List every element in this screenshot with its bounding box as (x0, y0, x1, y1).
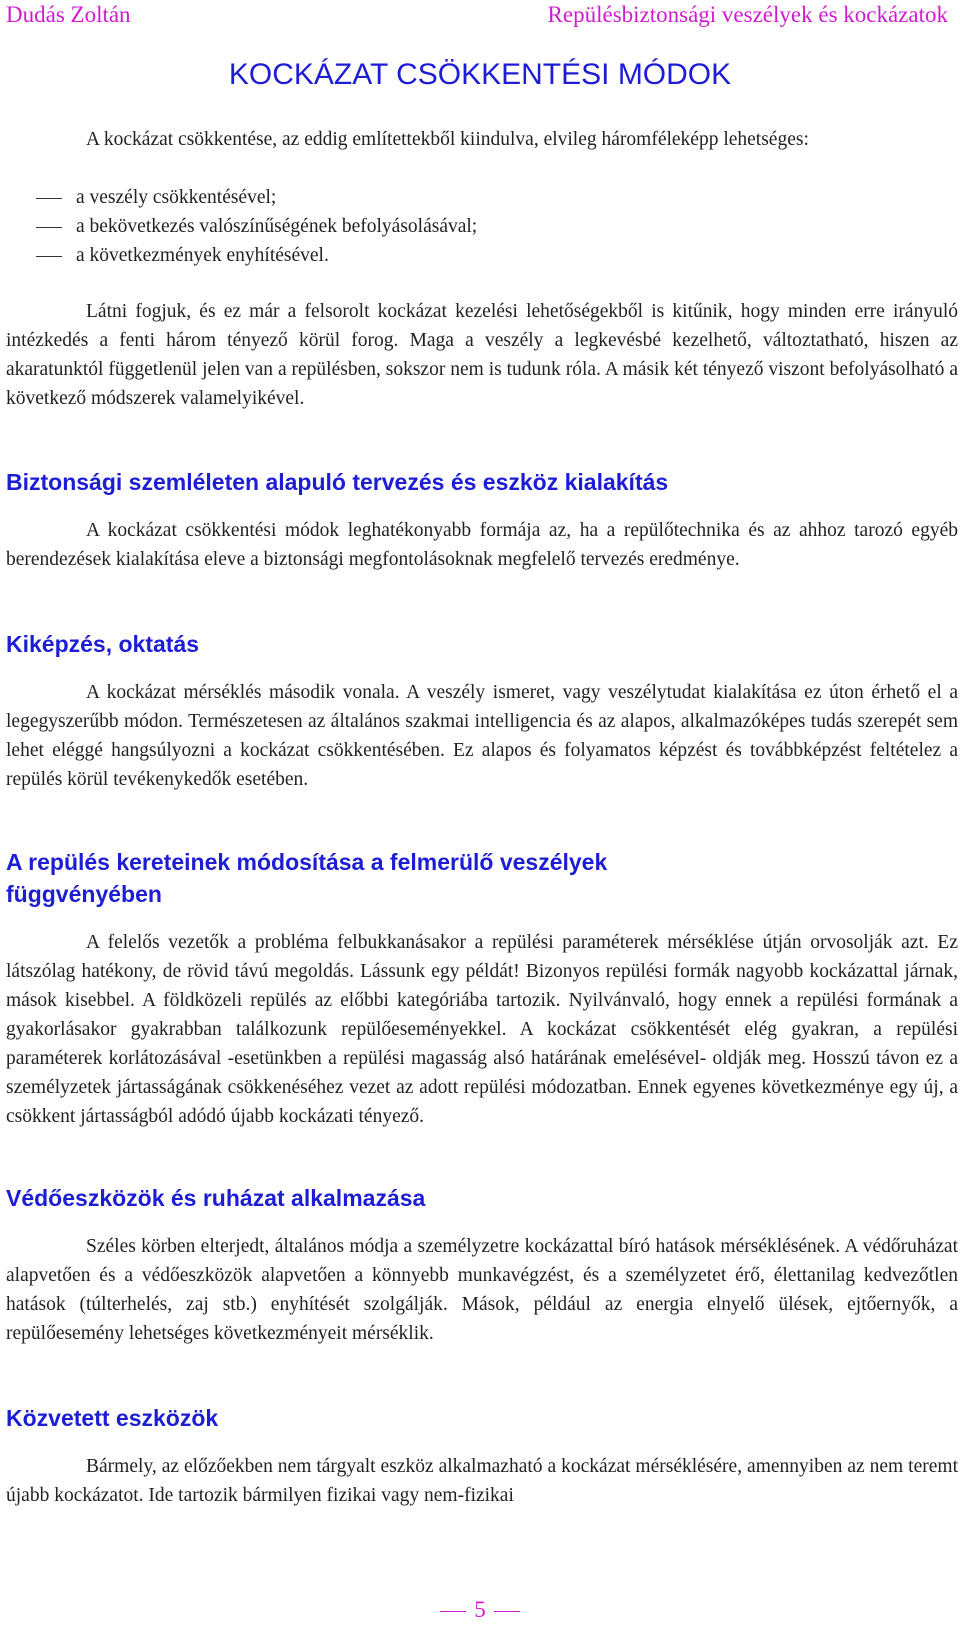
list-item: a következmények enyhítésével. (36, 241, 329, 270)
section-text-indirect-means: Bármely, az előzőekben nem tárgyalt eszköz alkalmazható a kockázat mérséklésére, amennyiben az nem teremt újabb kockázatot. Ide tartozik bármilyen fizikai vagy nem-fizikai (6, 1456, 958, 1506)
section-text-design: A kockázat csökkentési módok leghatékonyabb formája az, ha a repülőtechnika és az ahhoz tarozó egyéb berendezések kialakítása eleve a biztonsági megfontolásoknak megfelelő tervezés eredménye. (6, 520, 958, 570)
page-title: KOCKÁZAT CSÖKKENTÉSI MÓDOK (228, 58, 732, 91)
list-item: a veszély csökkentésével; (36, 183, 276, 212)
intro-paragraph-2: Látni fogjuk, és ez már a felsorolt kockázat kezelési lehetőségekből is kitűnik, hogy minden erre irányuló intézkedés a fenti három tényező körül forog. Maga a veszély a legkevésbé kezelhető, változtatható, hiszen az akaratunktól függetlenül jelen van a repülésben, sokszor nem is tudunk róla. A másik két tényező viszont befolyásolható a következő módszerek valamelyikével. (6, 301, 958, 409)
section-text-protective-equipment: Széles körben elterjedt, általános módja a személyzetre kockázattal bíró hatások mérséklésének. A védőruházat alapvetően és a védőeszközök alapvetően a könnyebb munkavégzést, és a személyzetet érő, élettanilag kedvezőtlen hatások (túlterhelés, zaj stb.) enyhítését szolgálják. Mások, például az energia elnyelő ülések, ejtőernyők, a repülőesemény lehetséges következményeit mérséklik. (6, 1236, 958, 1344)
section-heading-indirect-means: Közvetett eszközök (6, 1405, 219, 1431)
section-heading-protective-equipment: Védőeszközök és ruházat alkalmazása (6, 1185, 426, 1211)
section-text-flight-limits: A felelős vezetők a probléma felbukkanásakor a repülési paraméterek mérséklése útján orvosolják azt. Ez látszólag hatékony, de rövid távú megoldás. Lássunk egy példát! Bizonyos repülési formák nagyobb kockázattal járnak, mások kisebbel. A földközeli repülés az előbbi kategóriába tartozik. Nyilvánvaló, hogy ennek a repülési formának a gyakorlásakor gyakrabban találkozunk repülőeseményekkel. A kockázat csökkentését elég gyakran, a repülési paraméterek korlátozásával -esetünkben a repülési magasság alsó határának emelésével- oldják meg. Hosszú távon ez a személyzetek jártasságának csökkenéséhez vezet az adott repülési módozatban. Ennek egyenes következménye egy új, a csökkent jártasságból adódó újabb kockázati tényező. (6, 932, 958, 1127)
list-item: a bekövetkezés valószínűségének befolyásolásával; (36, 212, 477, 241)
header-doc-title: Repülésbiztonsági veszélyek és kockázatok (547, 2, 948, 27)
section-text-training: A kockázat mérséklés második vonala. A veszély ismeret, vagy veszélytudat kialakítása ez úton érhető el a legegyszerűbb módon. Természetesen az általános szakmai intelligencia és az alapos, alkalmazóképes tudás szerepét sem lehet eléggé hangsúlyozni a kockázat csökkentésében. Ez alapos és folyamatos képzést és továbbképzést feltételez a repülés körül tevékenykedők esetében. (6, 682, 958, 790)
intro-paragraph-1: A kockázat csökkentése, az eddig említettekből kiindulva, elvileg háromféleképp lehetséges: (86, 129, 809, 150)
section-heading-training: Kiképzés, oktatás (6, 631, 200, 657)
page-footer (0, 1597, 960, 1623)
footer-dash-left (440, 1611, 466, 1612)
section-heading-design: Biztonsági szemléleten alapuló tervezés és eszköz kialakítás (6, 469, 669, 495)
section-heading-flight-limits: A repülés kereteinek módosítása a felmerülő veszélyek függvényében (6, 849, 608, 907)
page-number: 5 (474, 1597, 486, 1622)
header-author: Dudás Zoltán (6, 2, 131, 27)
footer-dash-right (494, 1611, 520, 1612)
